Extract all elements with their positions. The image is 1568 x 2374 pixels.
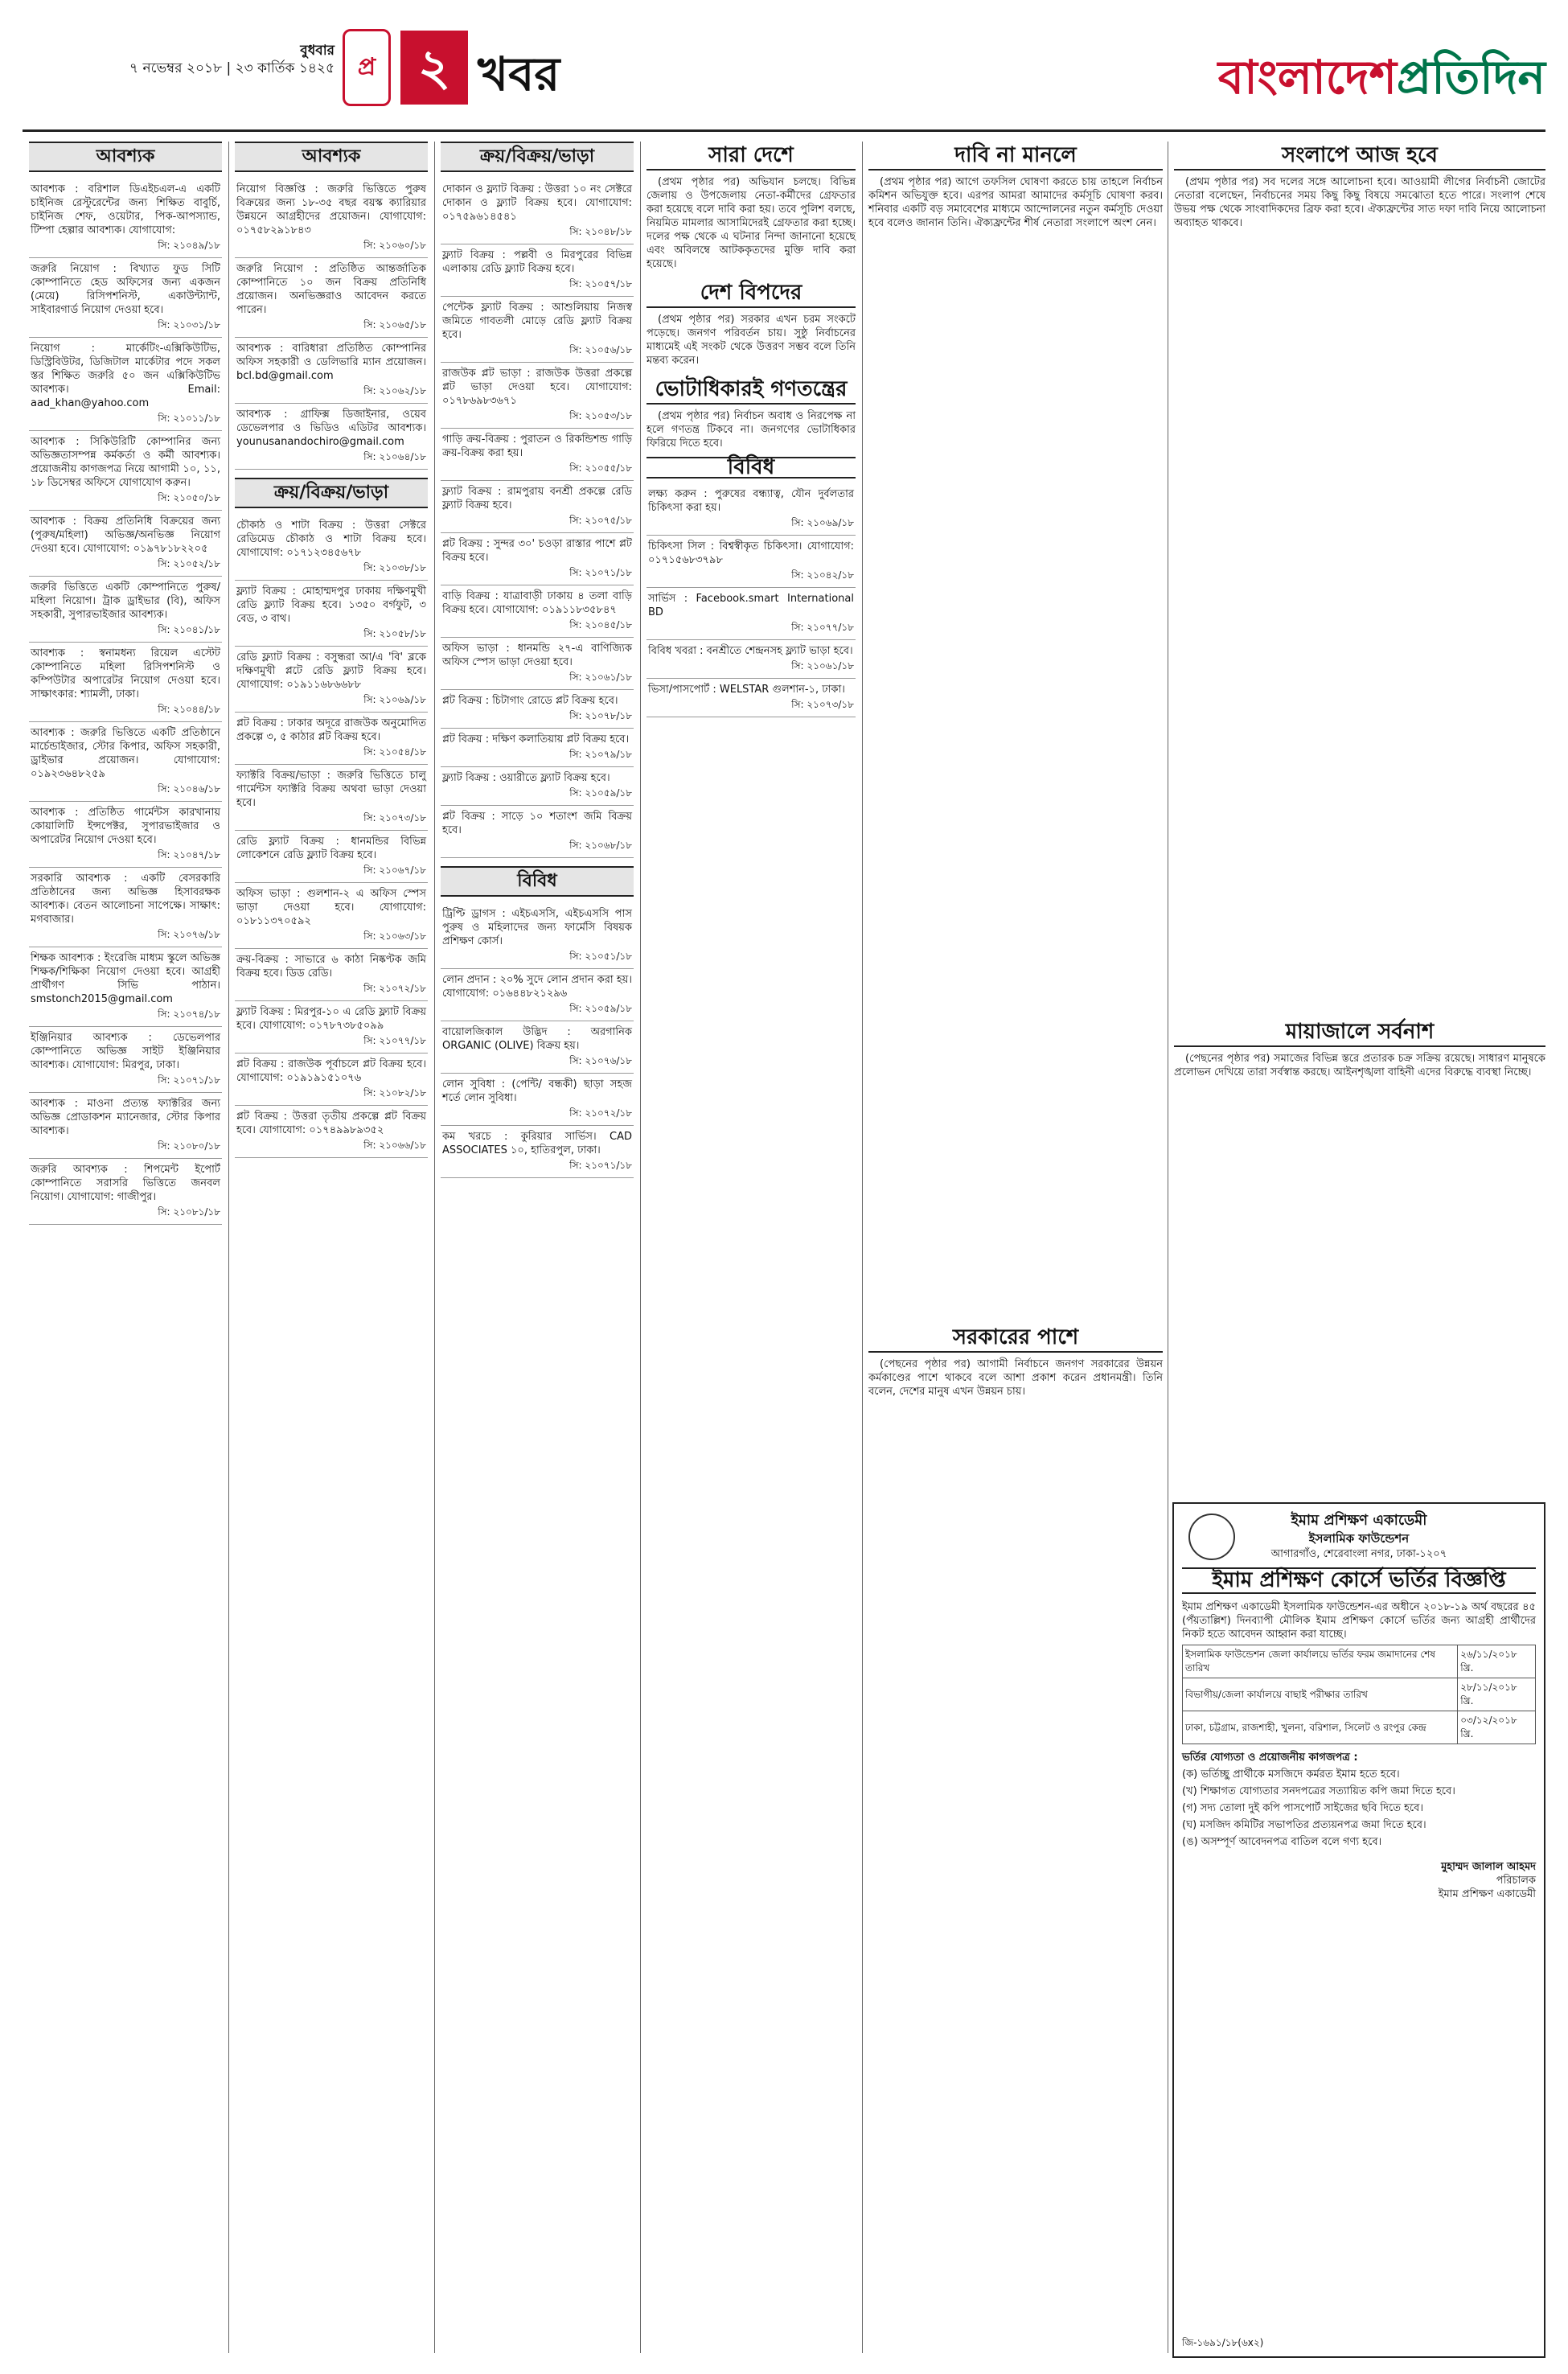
- ad-text: প্লট বিক্রয় : রাজউক পূর্বাচলে প্লট বিক্রয় হবে। যোগাযোগ: ০১৯১৯১৫১০৭৬: [236, 1058, 426, 1084]
- article-headline: সংলাপে আজ হবে: [1174, 142, 1545, 170]
- rules-heading: ভর্তির যোগ্যতা ও প্রয়োজনীয় কাগজপত্র :: [1182, 1752, 1358, 1764]
- date-text: ৭ নভেম্বর ২০১৮ | ২৩ কার্তিক ১৪২৫: [129, 60, 335, 76]
- ad-text: শিক্ষক আবশ্যক : ইংরেজি মাধ্যম স্কুলে অভিজ্ঞ শিক্ষক/শিক্ষিকা নিয়োগ দেওয়া হবে। আগ্রহী প্রার্থীগণ সিভি পাঠান। smstonch2015@gmail.com: [31, 952, 220, 1005]
- classified-ad: [29, 643, 222, 722]
- classified-ad: [441, 585, 634, 638]
- classified-ad: [235, 179, 428, 258]
- column-heading: ক্রয়/বিক্রয়/ভাড়া: [235, 478, 428, 508]
- ad-text: রেডি ফ্ল্যাট বিক্রয় : ধানমন্ডির বিভিন্ন লোকেশনে রেডি ফ্ল্যাট বিক্রয় হবে।: [236, 836, 426, 861]
- classified-ad: [441, 244, 634, 297]
- ad-reference: সি: ২১০৬৯/১৮: [791, 517, 854, 528]
- ad-reference: সি: ২১০৭৬/১৮: [569, 1055, 632, 1066]
- column-heading: বিবিধ: [441, 866, 634, 897]
- ad-list: [235, 515, 428, 1158]
- notice-intro: ইমাম প্রশিক্ষণ একাডেমী ইসলামিক ফাউন্ডেশন-এর অধীনে ২০১৮-১৯ অর্থ বছরের ৪৫ (পঁয়তাল্লিশ) দিনব্যাপী মৌলিক ইমাম প্রশিক্ষণ কোর্সে ভর্তির জন্য আগ্রহী প্রার্থীদের নিকট হতে আবেদন আহ্বান করা যাচ্ছে।: [1182, 1601, 1536, 1641]
- schedule-table: [1182, 1645, 1536, 1744]
- signatory-name: মুহাম্মদ জালাল আহমদ: [1441, 1861, 1536, 1873]
- classified-ad: [235, 831, 428, 883]
- ad-reference: সি: ২১০৭১/১৮: [158, 1074, 220, 1086]
- article-paragraph: (প্রথম পৃষ্ঠার পর) অভিযান চলছে। বিভিন্ন জেলায় ও উপজেলায় নেতা-কর্মীদের গ্রেফতার করা হয়েছে বলে দাবি করা হয়। তবে পুলিশ বলছে, নিয়মিত মামলার আসামিদেরই গ্রেফতার করা হচ্ছে। দলের পক্ষ থেকে এ ঘটনার নিন্দা জানানো হয়েছে এবং অবিলম্বে আটককৃতদের মুক্তি দাবি করা হয়েছে।: [646, 176, 856, 270]
- section-title: খবর: [478, 47, 560, 101]
- classified-ad: [646, 640, 856, 679]
- ad-text: প্লট বিক্রয় : চিটাগাং রোডে প্লট বিক্রয় হবে।: [442, 695, 618, 707]
- ad-reference: সি: ২১০৬০/১৮: [363, 240, 426, 251]
- schedule-cell: ঢাকা, চট্টগ্রাম, রাজশাহী, খুলনা, বরিশাল, সিলেট ও রংপুর কেন্দ্র: [1183, 1711, 1458, 1744]
- classified-ad: [29, 179, 222, 258]
- article-headline: দাবি না মানলে: [868, 142, 1163, 170]
- classified-column-2: [235, 142, 428, 2353]
- classified-ad: [29, 1093, 222, 1159]
- ad-text: জরুরি আবশ্যক : শিপমেন্ট ইপোর্ট কোম্পানিতে সরাসরি ভিত্তিতে জনবল নিয়োগ। যোগাযোগ: গাজীপুর।: [31, 1164, 220, 1203]
- rules-list: [1182, 1768, 1536, 1849]
- ad-text: ফ্ল্যাট বিক্রয় : রামপুরায় বনশ্রী প্রকল্পে রেডি ফ্ল্যাট বিক্রয় হবে।: [442, 486, 632, 511]
- ad-list: [441, 179, 634, 858]
- newspaper-logo: [1218, 42, 1545, 120]
- classified-ad: [29, 1027, 222, 1093]
- ad-text: সরকারি আবশ্যক : একটি বেসরকারি প্রতিষ্ঠানের জন্য অভিজ্ঞ হিসাবরক্ষক আবশ্যক। বেতন আলোচনা সাপেক্ষে। সাক্ষাৎ: মগবাজার।: [31, 873, 220, 926]
- article-body: [646, 409, 856, 450]
- ad-text: আবশ্যক : সিকিউরিটি কোম্পানির জন্য অভিজ্ঞতাসম্পন্ন কর্মকর্তা ও কর্মী আবশ্যক। প্রয়োজনীয় কাগজপত্র নিয়ে আগামী ১০, ১১, ১৮ ডিসেম্বর অফিসে যোগাযোগ করুন।: [31, 436, 220, 489]
- classified-ad: [235, 404, 428, 470]
- column-divider: [228, 142, 229, 2353]
- classified-ad: [646, 536, 856, 588]
- ad-text: লক্ষ্য করুন : পুরুষের বন্ধ্যাত্ব, যৌন দুর্বলতার চিকিৎসা করা হয়।: [648, 488, 854, 514]
- ad-text: ফ্ল্যাট বিক্রয় : মিরপুর-১০ এ রেডি ফ্ল্যাট বিক্রয় হবে। যোগাযোগ: ০১৭৮৭৩৮৫০৯৯: [236, 1006, 426, 1032]
- ad-text: প্লট বিক্রয় : উত্তরা তৃতীয় প্রকল্পে প্লট বিক্রয় হবে। যোগাযোগ: ০১৭৪৯৯৮৯৩৫২: [236, 1111, 426, 1136]
- ad-reference: সি: ২১০৬১/১৮: [791, 660, 854, 672]
- ad-text: আবশ্যক : বরিশাল ডিএইচএল-এ একটি চাইনিজ রেস্টুরেন্টের জন্য শিক্ষিত বাবুর্চি, চাইনিজ শেফ, ওয়েটার, পিক-আপস্যান্ড, টিম্পা হেল্পার আবশ্যক। যোগাযোগ:: [31, 183, 220, 236]
- article-headline: ভোটাধিকারই গণতন্ত্রের: [646, 376, 856, 405]
- ad-text: জরুরি ভিত্তিতে একটি কোম্পানিতে পুরুষ/মহিলা নিয়োগ। ট্রাক ড্রাইভার (বি), অফিস সহকারী, সুপারভাইজার আবশ্যক।: [31, 581, 220, 621]
- ad-reference: সি: ২১০৩১/১৮: [158, 319, 220, 331]
- ad-reference: সি: ২১০৫৭/১৮: [569, 278, 632, 290]
- schedule-cell: ০৩/১২/২০১৮ খ্রি.: [1458, 1711, 1536, 1744]
- ad-reference: সি: ২১০৭১/১৮: [569, 1160, 632, 1171]
- ad-text: জরুরি নিয়োগ : বিখ্যাত ফুড সিটি কোম্পানিতে হেড অফিসের জন্য একজন (মেয়ে) রিসিপশনিস্ট, একাউন্ট্যান্ট, সাইবারগার্ড নিয়োগ দেওয়া হবে।: [31, 263, 220, 316]
- article-headline: সরকারের পাশে: [868, 1324, 1163, 1353]
- column-heading: আবশ্যক: [29, 142, 222, 172]
- ad-reference: সি: ২১০৭৭/১৮: [791, 622, 854, 633]
- ad-reference: সি: ২১০৪৫/১৮: [569, 619, 632, 630]
- ad-text: ফ্ল্যাট বিক্রয় : ওয়ারীতে ফ্ল্যাট বিক্রয় হবে।: [442, 772, 610, 784]
- schedule-row: [1183, 1645, 1536, 1678]
- article-paragraph: (প্রথম পৃষ্ঠার পর) আগে তফসিল ঘোষণা করতে চায় তাহলে নির্বাচন কমিশন অভিযুক্ত হবে। এরপর আমরা আমাদের কর্মসূচি ঘোষণা করব। শনিবার একটি বড় সমাবেশের মাধ্যমে আন্দোলনের নতুন কর্মসূচি দেওয়া হবে বলেও জানান তিনি। ঐক্যফ্রন্টের শীর্ষ নেতারা সংলাপে অংশ নেন।: [868, 176, 1163, 229]
- ad-text: ফ্ল্যাট বিক্রয় : মোহাম্মদপুর ঢাকায় দক্ষিণমুখী রেডি ফ্ল্যাট বিক্রয় হবে। ১৩৫০ বর্গফুট, ৩ বেড, ৩ বাথ।: [236, 585, 426, 625]
- rule-item: (ঙ) অসম্পূর্ণ আবেদনপত্র বাতিল বলে গণ্য হবে।: [1182, 1836, 1382, 1848]
- ad-text: আবশ্যক : প্রতিষ্ঠিত গার্মেন্টস কারখানায় কোয়ালিটি ইন্সপেক্টর, সুপারভাইজার ও অপারেটর নিয়োগ দেওয়া হবে।: [31, 807, 220, 846]
- article-body: [868, 1357, 1163, 1399]
- notice-title: ইমাম প্রশিক্ষণ কোর্সে ভর্তির বিজ্ঞপ্তি: [1182, 1567, 1536, 1594]
- ad-text: চিকিৎসা সিল : বিশ্বস্বীকৃত চিকিৎসা। যোগাযোগ: ০১৭১৫৬৮৩৭৯৮: [648, 540, 854, 566]
- notice-organization-sub: ইসলামিক ফাউন্ডেশন: [1308, 1531, 1410, 1546]
- classified-ad: [235, 1106, 428, 1158]
- ad-reference: সি: ২১০৪৭/১৮: [158, 849, 220, 860]
- ad-reference: সি: ২১০৪১/১৮: [158, 624, 220, 635]
- ad-text: চৌকাঠ ও শাটা বিক্রয় : উত্তরা সেক্টরে রেডিমেড চৌকাঠ ও শাটা বিক্রয় হবে। যোগাযোগ: ০১৭১২৩৪৫৬৭৮: [236, 520, 426, 559]
- schedule-cell: ২৮/১১/২০১৮ খ্রি.: [1458, 1678, 1536, 1711]
- news-column-6: [1174, 142, 1545, 1493]
- box-heading: বিবিধ: [646, 457, 856, 478]
- ad-reference: সি: ২১০৬৪/১৮: [363, 451, 426, 462]
- classified-ad: [29, 577, 222, 643]
- ad-text: দোকান ও ফ্ল্যাট বিক্রয় : উত্তরা ১০ নং সেক্টরে দোকান ও ফ্ল্যাট বিক্রয় হবে। যোগাযোগ: ০১৭৫৯৬১৪৫৪১: [442, 183, 632, 223]
- ad-text: রাজউক প্লট ভাড়া : রাজউক উত্তরা প্রকল্পে প্লট ভাড়া দেওয়া হবে। যোগাযোগ: ০১৭৮৬৯৮৩৬৭১: [442, 368, 632, 407]
- logo-mark-icon: প্র: [343, 29, 391, 106]
- brand-accent: প্রতিদিন: [1396, 50, 1545, 105]
- ad-text: জরুরি নিয়োগ : প্রতিষ্ঠিত আন্তর্জাতিক কোম্পানিতে ১০ জন বিক্রয় প্রতিনিধি প্রয়োজন। অনভিজ্ঞরাও আবেদন করতে পারেন।: [236, 263, 426, 316]
- classified-ad: [441, 729, 634, 767]
- ad-reference: সি: ২১০৭১/১৮: [569, 567, 632, 578]
- column-divider: [862, 142, 863, 2353]
- ad-reference: সি: ২১০৭৯/১৮: [569, 749, 632, 760]
- page-number: ২: [400, 31, 468, 105]
- classified-ad: [235, 1001, 428, 1054]
- ad-text: ভিসা/পাসপোর্ট : WELSTAR গুলশান-১, ঢাকা।: [648, 684, 845, 696]
- ad-text: বিবিধ খবরা : বনশ্রীতে শেন্দ্ৰনসহ ফ্ল্যাট ভাড়া হবে।: [648, 645, 853, 657]
- article-body: [1174, 1052, 1545, 1079]
- classified-ad: [441, 533, 634, 585]
- ad-reference: সি: ২১০৭৬/১৮: [158, 929, 220, 940]
- ad-reference: সি: ২১০৭২/১৮: [363, 983, 426, 994]
- article-paragraph: (প্রথম পৃষ্ঠার পর) সব দলের সঙ্গে আলোচনা হবে। আওয়ামী লীগের নির্বাচনী জোটের নেতারা বলেছেন, নির্বাচনের সময় কিছু কিছু বিষয়ে সমঝোতা হতে পারে। সংলাপ শেষে উভয় পক্ষ থেকে সাংবাদিকদের ব্রিফ করা হবে। ঐক্যফ্রন্টের সাত দফা দাবি নিয়ে আলোচনা অব্যাহত থাকবে।: [1174, 176, 1545, 229]
- schedule-cell: ২৬/১১/২০১৮ খ্রি.: [1458, 1645, 1536, 1678]
- schedule-row: [1183, 1711, 1536, 1744]
- ad-reference: সি: ২১০৫২/১৮: [158, 558, 220, 569]
- ad-text: ইঞ্জিনিয়ার আবশ্যক : ডেভেলপার কোম্পানিতে অভিজ্ঞ সাইট ইঞ্জিনিয়ার আবশ্যক। যোগাযোগ: মিরপুর, ঢাকা।: [31, 1032, 220, 1071]
- ad-reference: সি: ২১০৪২/১৮: [791, 569, 854, 581]
- classified-ad: [235, 1054, 428, 1106]
- schedule-row: [1183, 1678, 1536, 1711]
- news-column-5: [868, 142, 1163, 2353]
- signatory-title: পরিচালক: [1496, 1875, 1536, 1887]
- ad-reference: সি: ২১০৭৭/১৮: [363, 1035, 426, 1046]
- ad-reference: সি: ২১০৮০/১৮: [158, 1140, 220, 1152]
- ad-reference: সি: ২১০৬৭/১৮: [363, 865, 426, 876]
- ad-text: আবশ্যক : বিক্রয় প্রতিনিধি বিক্রয়ের জন্য (পুরুষ/মহিলা) অভিজ্ঞ/অনভিজ্ঞ নিয়োগ দেওয়া হবে। যোগাযোগ: ০১৯৭৮১৮২২০৫: [31, 515, 220, 555]
- classified-ad: [235, 713, 428, 765]
- ad-reference: সি: ২১০৪৬/১৮: [158, 783, 220, 795]
- classified-ad: [29, 1159, 222, 1225]
- ad-text: আবশ্যক : বারিধারা প্রতিষ্ঠিত কোম্পানির অফিস সহকারী ও ডেলিভারি ম্যান প্রয়োজন। bcl.bd@gmail.com: [236, 343, 426, 382]
- classified-ad: [646, 679, 856, 717]
- classified-ad: [235, 581, 428, 647]
- ad-list: [646, 483, 856, 717]
- ad-list: [441, 903, 634, 1178]
- column-divider: [640, 142, 641, 2353]
- ad-reference: সি: ২১০৮২/১৮: [363, 1087, 426, 1099]
- classified-ad: [29, 802, 222, 868]
- ad-text: লোন প্রদান : ২০% সুদে লোন প্রদান করা হয়। যোগাযোগ: ০১৬৪৪৮২১২৯৬: [442, 974, 632, 1000]
- notice-code: জি-১৬৯১/১৮(৬x২): [1182, 2337, 1264, 2348]
- classified-ad: [235, 258, 428, 338]
- column-divider: [434, 142, 435, 2353]
- classified-ad: [441, 429, 634, 481]
- ad-list: [235, 179, 428, 470]
- ad-reference: সি: ২১০৮১/১৮: [158, 1206, 220, 1218]
- classified-ad: [441, 1021, 634, 1074]
- notice-organization: ইমাম প্রশিক্ষণ একাডেমী: [1291, 1512, 1427, 1529]
- column-heading: আবশ্যক: [235, 142, 428, 172]
- classified-ad: [29, 947, 222, 1027]
- ad-reference: সি: ২১০৭৩/১৮: [363, 812, 426, 824]
- ad-text: ফ্যাক্টরি বিক্রয়/ভাড়া : জরুরি ভিত্তিতে চালু গার্মেন্টস ফ্যাক্টরি বিক্রয় অথবা ভাড়া দেওয়া হবে।: [236, 770, 426, 809]
- article-paragraph: (প্রথম পৃষ্ঠার পর) সরকার এখন চরম সংকটে পড়েছে। জনগণ পরিবর্তন চায়। সুষ্ঠু নির্বাচনের মাধ্যমেই এই সংকট থেকে উত্তরণ সম্ভব বলে তিনি মন্তব্য করেন।: [646, 314, 856, 367]
- ad-reference: সি: ২১০৪৪/১৮: [158, 704, 220, 715]
- rule-item: (খ) শিক্ষাগত যোগ্যতার সনদপত্রের সত্যায়িত কপি জমা দিতে হবে।: [1182, 1785, 1455, 1797]
- ad-reference: সি: ২১০৫৫/১৮: [569, 462, 632, 474]
- ad-reference: সি: ২১০৬৯/১৮: [363, 694, 426, 705]
- classified-ad: [441, 1074, 634, 1126]
- classified-ad: [441, 297, 634, 363]
- dateline: [69, 42, 335, 77]
- ad-text: প্লট বিক্রয় : ঢাকার অদূরে রাজউক অনুমোদিত প্রকল্পে ৩, ৫ কাঠার প্লট বিক্রয় হবে।: [236, 717, 426, 743]
- classified-ad: [646, 588, 856, 640]
- classified-ad: [441, 767, 634, 806]
- column-heading: ক্রয়/বিক্রয়/ভাড়া: [441, 142, 634, 172]
- classified-ad: [441, 903, 634, 969]
- article-paragraph: (পেছনের পৃষ্ঠার পর) আগামী নির্বাচনে জনগণ সরকারের উন্নয়ন কর্মকাণ্ডের পাশে থাকবে বলে আশা প্রকাশ করেন প্রধানমন্ত্রী। তিনি বলেন, দেশের মানুষ এখন উন্নয়ন চায়।: [868, 1358, 1163, 1398]
- notice-address: আগারগাঁও, শেরেবাংলা নগর, ঢাকা-১২০৭: [1270, 1548, 1447, 1560]
- classified-ad: [441, 806, 634, 858]
- ad-reference: সি: ২১০৫৬/১৮: [569, 344, 632, 355]
- schedule-cell: বিভাগীয়/জেলা কার্যালয়ে বাছাই পরীক্ষার তারিখ: [1183, 1678, 1458, 1711]
- classified-ad: [235, 765, 428, 831]
- classified-ad: [29, 868, 222, 947]
- article-paragraph: (পেছনের পৃষ্ঠার পর) সমাজের বিভিন্ন স্তরে প্রতারক চক্র সক্রিয় রয়েছে। সাধারণ মানুষকে প্রলোভন দেখিয়ে তারা সর্বস্বান্ত করছে। আইনশৃঙ্খলা বাহিনী এদের বিরুদ্ধে ব্যবস্থা নিচ্ছে।: [1174, 1053, 1545, 1078]
- classified-column-1: [29, 142, 222, 2353]
- rule-item: (গ) সদ্য তোলা দুই কপি পাসপোর্ট সাইজের ছবি দিতে হবে।: [1182, 1802, 1424, 1814]
- classified-ad: [441, 969, 634, 1021]
- article-headline: মায়াজালে সর্বনাশ: [1174, 1018, 1545, 1047]
- admission-notice: [1172, 1502, 1545, 2358]
- ad-reference: সি: ২১০৭৩/১৮: [791, 699, 854, 710]
- ad-text: আবশ্যক : মাওনা প্রত্যন্ত ফ্যাক্টরির জন্য অভিজ্ঞ প্রোডাকশন ম্যানেজার, স্টোর কিপার আবশ্যক।: [31, 1098, 220, 1137]
- classified-ad: [646, 483, 856, 536]
- ad-reference: সি: ২১০৫৮/১৮: [363, 628, 426, 639]
- ad-reference: সি: ২১০৫৯/১৮: [569, 787, 632, 799]
- article-headline: সারা দেশে: [646, 142, 856, 170]
- classified-column-3: [441, 142, 634, 2353]
- schedule-cell: ইসলামিক ফাউন্ডেশন জেলা কার্যালয়ে ভর্তির ফরম জমাদানের শেষ তারিখ: [1183, 1645, 1458, 1678]
- ad-reference: সি: ২১০৭৪/১৮: [158, 1008, 220, 1020]
- ad-reference: সি: ২১০৬২/১৮: [363, 385, 426, 396]
- ad-text: আবশ্যক : স্বনামধন্য রিয়েল এস্টেট কোম্পানিতে মহিলা রিসিপশনিস্ট ও কম্পিউটার অপারেটর নিয়োগ দেওয়া হবে। সাক্ষাৎকার: শ্যামলী, ঢাকা।: [31, 647, 220, 700]
- ad-reference: সি: ২১০৬৮/১৮: [569, 840, 632, 851]
- rule-item: (ক) ভর্তিচ্ছু প্রার্থীকে মসজিদে কর্মরত ইমাম হতে হবে।: [1182, 1768, 1400, 1780]
- article-body: [646, 175, 856, 271]
- ad-text: সার্ভিস : Facebook.smart International BD: [648, 593, 854, 618]
- ad-text: রেডি ফ্ল্যাট বিক্রয় : বসুন্ধরা আ/এ 'বি' ব্লকে দক্ষিণমুখী প্লটে রেডি ফ্ল্যাট বিক্রয় হবে। যোগাযোগ: ০১৯১১৬৮৬৬৮৮: [236, 651, 426, 691]
- ad-reference: সি: ২১০৬৩/১৮: [363, 930, 426, 942]
- ad-reference: সি: ২১০৫০/১৮: [158, 492, 220, 503]
- ad-reference: সি: ২১০৭৮/১৮: [569, 710, 632, 721]
- classified-ad: [441, 690, 634, 729]
- ad-text: প্লট বিক্রয় : দক্ষিণ কলাতিয়ায় প্লট বিক্রয় হবে।: [442, 733, 630, 745]
- signatory-organization: ইমাম প্রশিক্ষণ একাডেমী: [1438, 1888, 1536, 1900]
- classified-ad: [29, 258, 222, 338]
- masthead: [23, 11, 1545, 132]
- rule-item: (ঘ) মসজিদ কমিটির সভাপতির প্রত্যয়নপত্র জমা দিতে হবে।: [1182, 1819, 1426, 1831]
- brand-main: বাংলাদেশ: [1217, 50, 1397, 105]
- classified-ad: [235, 338, 428, 404]
- classified-ad: [235, 949, 428, 1001]
- ad-text: ক্রয়-বিক্রয় : সাভারে ৬ কাঠা নিষ্কণ্টক জমি বিক্রয় হবে। ডিড রেডি।: [236, 954, 426, 980]
- classified-ad: [29, 511, 222, 577]
- ad-reference: সি: ২১০৭৫/১৮: [569, 515, 632, 526]
- ad-reference: সি: ২১০৭২/১৮: [569, 1107, 632, 1119]
- classified-ad: [441, 363, 634, 429]
- classified-ad: [29, 338, 222, 431]
- seal-icon: [1188, 1514, 1235, 1560]
- ad-text: বাড়ি বিক্রয় : যাত্রাবাড়ী ঢাকায় ৪ তলা বাড়ি বিক্রয় হবে। যোগাযোগ: ০১৯১১৮৩৫৮৪৭: [442, 590, 632, 616]
- ad-text: বায়োলজিকাল উদ্ভিদ : অরগানিক ORGANIC (OLIVE) বিক্রয় হয়।: [442, 1026, 632, 1052]
- classified-ad: [235, 883, 428, 949]
- ad-list: [29, 179, 222, 1225]
- ad-text: প্লট বিক্রয় : সাড়ে ১০ শতাংশ জমি বিক্রয় হবে।: [442, 811, 632, 836]
- ad-text: ট্রিপ্টি ড্রাগস : এইচএসসি, এইচএসসি পাস পুরুষ ও মহিলাদের জন্য ফার্মেসি বিষয়ক প্রশিক্ষণ কোর্স।: [442, 908, 632, 947]
- article-body: [1174, 175, 1545, 230]
- ad-reference: সি: ২১০৪৮/১৮: [569, 226, 632, 237]
- article-body: [868, 175, 1163, 230]
- ad-text: প্লট বিক্রয় : সুন্দর ৩০' চওড়া রাস্তার পাশে প্লট বিক্রয় হবে।: [442, 538, 632, 564]
- ad-reference: সি: ২১০৬৬/১৮: [363, 1140, 426, 1151]
- classified-ad: [235, 515, 428, 581]
- ad-text: ফ্ল্যাট বিক্রয় : পল্লবী ও মিরপুরের বিভিন্ন এলাকায় রেডি ফ্ল্যাট বিক্রয় হবে।: [442, 249, 632, 275]
- classified-ad: [441, 179, 634, 244]
- article-headline: দেশ বিপদের: [646, 279, 856, 308]
- ad-reference: সি: ২১০৫৯/১৮: [569, 1003, 632, 1014]
- ad-text: আবশ্যক : গ্রাফিক্স ডিজাইনার, ওয়েব ডেভেলপার ও ভিডিও এডিটর আবশ্যক। younusanandochiro@gmail.com: [236, 409, 426, 448]
- classified-ad: [441, 638, 634, 690]
- ad-text: পেন্টেক ফ্ল্যাট বিক্রয় : আশুলিয়ায় নিজস্ব জমিতে গাবতলী মোড়ে রেডি ফ্ল্যাট বিক্রয় হবে।: [442, 302, 632, 341]
- news-column-4: [646, 142, 856, 2353]
- ad-text: কম খরচে : কুরিয়ার সার্ভিস। CAD ASSOCIATES ১০, হাতিরপুল, ঢাকা।: [442, 1131, 632, 1156]
- weekday: বুধবার: [300, 43, 335, 59]
- ad-text: লোন সুবিধা : (পেন্টি/ বন্ধকী) ছাড়া সহজ শর্তে লোন সুবিধা।: [442, 1078, 632, 1104]
- ad-text: আবশ্যক : জরুরি ভিত্তিতে একটি প্রতিষ্ঠানে মার্চেন্ডাইজার, স্টোর কিপার, অফিস সহকারী, ড্রাইভার প্রয়োজন। যোগাযোগ: ০১৯২৩৬৪৮২৫৯: [31, 727, 220, 780]
- ad-reference: সি: ২১০৫৩/১৮: [569, 410, 632, 421]
- ad-reference: সি: ২১০৬১/১৮: [569, 672, 632, 683]
- ad-reference: সি: ২১০৩৮/১৮: [363, 562, 426, 573]
- ad-text: নিয়োগ : মার্কেটিং-এক্সিকিউটিভ, ডিস্ট্রিবিউটর, ডিজিটাল মার্কেটার পদে সকল স্তর শিক্ষিত জরুরি ৫০ জন এক্সিকিউটিভ আবশ্যক। Email: aad_khan@yahoo.com: [31, 343, 220, 409]
- classified-ad: [29, 722, 222, 802]
- article-paragraph: (প্রথম পৃষ্ঠার পর) নির্বাচন অবাধ ও নিরপেক্ষ না হলে গণতন্ত্র টিকবে না। জনগণের ভোটাধিকার ফিরিয়ে দিতে হবে।: [646, 410, 856, 450]
- ad-reference: সি: ২১০১১/১৮: [158, 413, 220, 424]
- article-body: [646, 313, 856, 368]
- ad-reference: সি: ২১০৬৫/১৮: [363, 319, 426, 331]
- classified-ad: [235, 647, 428, 713]
- ad-reference: সি: ২১০৫৪/১৮: [363, 746, 426, 758]
- classified-ad: [441, 1126, 634, 1178]
- classified-ad: [29, 431, 222, 511]
- ad-reference: সি: ২১০৫১/১৮: [569, 951, 632, 962]
- ad-reference: সি: ২১০৪৯/১৮: [158, 240, 220, 251]
- classified-ad: [441, 481, 634, 533]
- ad-text: অফিস ভাড়া : ধানমন্ডি ২৭-এ বাণিজ্যিক অফিস স্পেস ভাড়া দেওয়া হবে।: [442, 643, 632, 668]
- ad-text: অফিস ভাড়া : গুলশান-২ এ অফিস স্পেস ভাড়া দেওয়া হবে। যোগাযোগ: ০১৮১১৩৭০৫৯২: [236, 888, 426, 927]
- ad-text: নিয়োগ বিজ্ঞপ্তি : জরুরি ভিত্তিতে পুরুষ বিক্রয়ের জন্য ১৮-৩৫ বছর বয়স্ক ক্যারিয়ার উন্নয়নে আগ্রহীদের প্রয়োজন। যোগাযোগ: ০১৭৫৮২৯১৮৪৩: [236, 183, 426, 236]
- ad-text: গাড়ি ক্রয়-বিক্রয় : পুরাতন ও রিকন্ডিশন্ড গাড়ি ক্রয়-বিক্রয় করা হয়।: [442, 433, 632, 459]
